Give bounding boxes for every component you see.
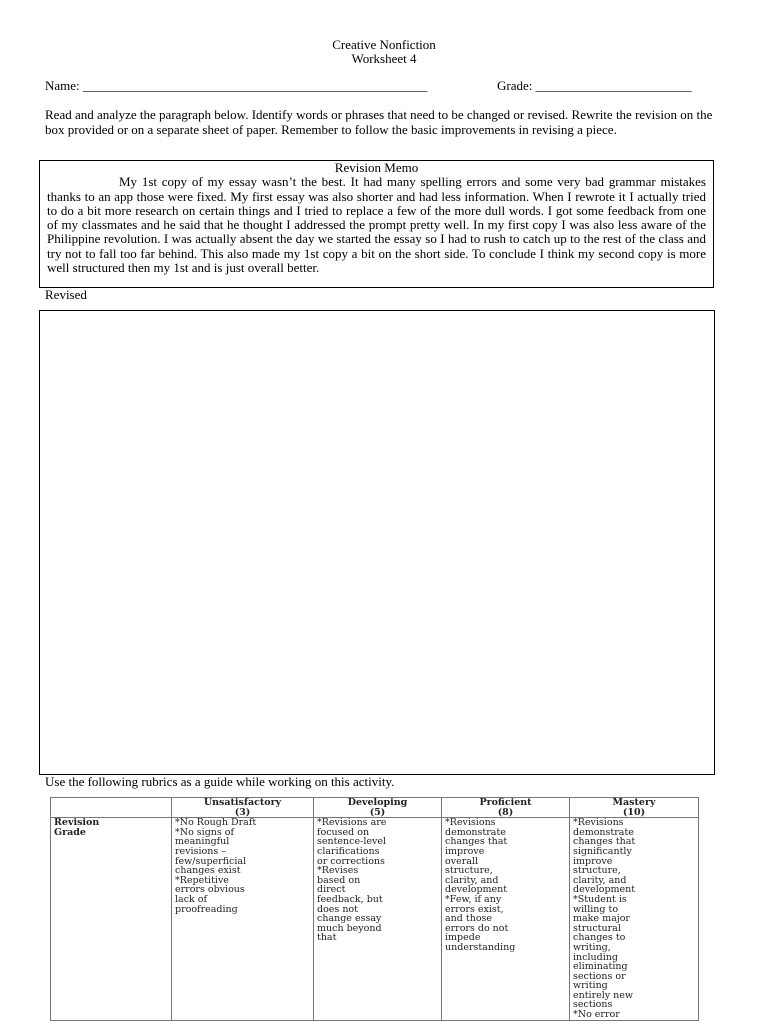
col-name: Developing [347,798,408,808]
memo-paragraph: My 1st copy of my essay wasn’t the best. It had many spelling errors and some very bad grammar mistakes thanks to an app those were fixed. My first essay was also shorter and had less information. When I rewrote it I actually tried to do a bit more research on certain things and I tried to replace a few of the more dull words. I got some feedback from one of my classmates and he said that he thought I addressed the prompt pretty well. In my first copy I was also less aware of the Philippine revolution. I was actually absent the day we started the essay so I had to rush to catch up to the rest of the class and try not to fall too far behind. This also made my 1st copy a bit on the short side. To conclude I think my second copy is more well structured then my 1st and is just overall better. [47,174,706,276]
rubric-criterion-line: including [573,952,618,963]
revised-answer-box[interactable] [39,310,715,775]
rubric-col-proficient [442,798,570,818]
rubric-criterion-line: *No error [573,1010,620,1020]
name-field[interactable]: Name: _____________________________________________________ [45,78,428,93]
col-points: (3) [234,807,251,818]
rubric-criterion-line: clarity, and [573,875,627,886]
rubric-criterion-line: willing to [573,904,619,915]
rubric-cell-developing [314,818,442,1020]
rubric-criterion-line: sentence-level [317,837,387,847]
grade-field[interactable]: Grade: ________________________ [497,78,692,93]
rubric-criterion-line: changes to [573,933,626,943]
rubric-criterion-line: clarifications [317,846,380,857]
rubric-criterion-line: errors exist, [445,904,504,915]
rubric-criterion-line: structure, [573,866,621,876]
rubric-criterion-line: proofreading [175,904,238,915]
rubric-intro-text: Use the following rubrics as a guide while working on this activity. [45,774,395,789]
rubric-criterion-line: and those [445,914,493,924]
rubric-col-developing [314,798,442,818]
rubric-row-label [51,818,172,1020]
rubric-criterion-line: impede [445,933,481,943]
rubric-criterion-line: sections or [573,971,626,982]
col-name: Proficient [479,798,532,808]
rubric-col-unsatisfactory [172,798,314,818]
rubric-criterion-line: structural [573,923,621,934]
rubric-criterion-line: or corrections [317,856,385,867]
rubric-criterion-line: improve [573,856,613,867]
rubric-criterion-line: development [573,885,636,895]
rubric-criterion-line: does not [317,904,358,915]
rubric-criterion-line: direct [317,885,346,895]
col-name: Mastery [612,798,656,808]
worksheet-subtitle: Worksheet 4 [351,51,417,66]
rubric-criterion-line: eliminating [573,962,628,972]
rubric-criterion-line: change essay [317,914,382,924]
rubric-criterion-line: errors do not [445,923,509,934]
rubric-criterion-line: *Few, if any [445,894,502,905]
rubric-criterion-line: *Student is [573,894,627,905]
rubric-criterion-line: *Revisions [445,818,496,828]
rubric-cell-unsatisfactory [172,818,314,1020]
rubric-criterion-line: *No Rough Draft [175,818,257,828]
rubric-criterion-line: understanding [445,942,516,953]
rubric-criterion-line: feedback, but [317,894,383,905]
memo-title: Revision Memo [334,160,419,175]
rubric-criterion-line: focused on [317,827,370,838]
instructions-text: Read and analyze the paragraph below. Identify words or phrases that need to be changed or revised. Rewrite the revision on the box provided or on a separate sheet of paper. Remember to follow the basic improvements in revising a piece. [45,107,713,137]
rubric-criterion-line: changes that [573,837,636,847]
rubric-criterion-line: *Repetitive [175,875,229,886]
rubric-criterion-line: structure, [445,866,493,876]
rubric-criterion-line: writing [573,981,608,991]
revision-memo-box [39,160,714,288]
rubric-criterion-line: revisions – [175,846,226,857]
rubric-criterion-line: *Revises [317,866,359,876]
rubric-criterion-line: *Revisions [573,818,624,828]
col-name: Unsatisfactory [203,798,282,808]
rubric-criterion-line: few/superficial [175,856,247,867]
col-points: (10) [622,807,646,818]
rubric-criterion-line: that [317,933,337,943]
rubric-criterion-line: sections [573,1000,613,1011]
rubric-criterion-line: errors obvious [175,885,245,895]
rubric-criterion-line: demonstrate [573,827,634,838]
rubric-criterion-line: overall [445,856,478,867]
rubric-criterion-line: make major [573,914,630,924]
rubric-header-row [51,798,699,818]
rubric-criterion-line: *Revisions are [317,818,387,828]
name-grade-row [45,78,725,94]
rubric-row-revision-grade [51,818,699,1020]
rubric-criterion-line: based on [317,875,361,886]
rubric-criterion-line: writing, [573,942,611,953]
worksheet-title: Creative Nonfiction [332,37,436,52]
rubric-col-mastery [570,798,699,818]
rubric-criterion-line: development [445,885,508,895]
rubric-criterion-line: changes exist [175,866,241,876]
rubric-criterion-line: lack of [175,894,208,905]
rubric-criterion-line: *No signs of [175,827,235,838]
rubric-criterion-line: much beyond [317,923,382,934]
rubric-corner-cell [51,798,172,818]
row-label-line: Revision [54,818,100,828]
col-points: (5) [369,807,386,818]
rubric-criterion-line: changes that [445,837,508,847]
revised-label: Revised [45,287,87,302]
rubric-cell-proficient [442,818,570,1020]
rubric-table [50,797,699,1021]
rubric-criterion-line: clarity, and [445,875,499,886]
col-points: (8) [497,807,514,818]
rubric-cell-mastery [570,818,699,1020]
rubric-criterion-line: improve [445,846,485,857]
rubric-criterion-line: significantly [573,846,632,857]
rubric-criterion-line: meaningful [175,837,230,847]
row-label-line: Grade [54,827,86,838]
rubric-criterion-line: entirely new [573,990,634,1001]
rubric-criterion-line: demonstrate [445,827,506,838]
